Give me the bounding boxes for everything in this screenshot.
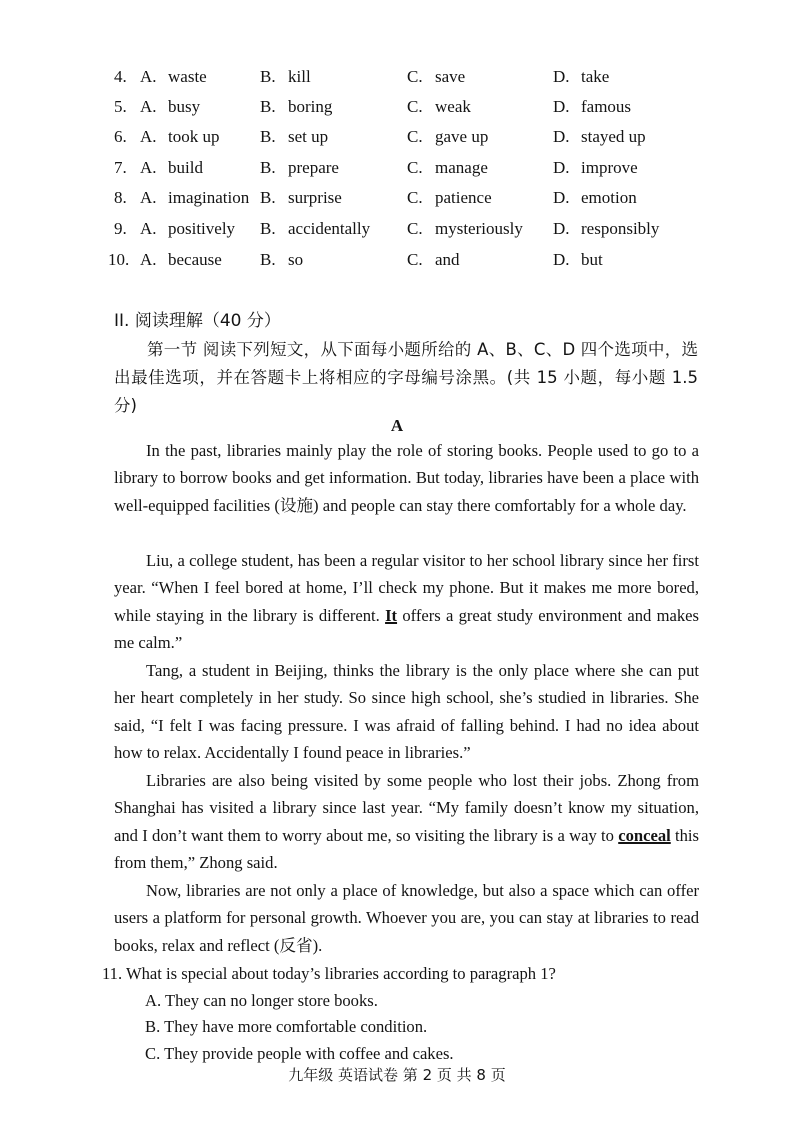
question-number: 7. xyxy=(114,158,127,177)
option-c: C. and xyxy=(407,250,460,269)
paragraph-3: Tang, a student in Beijing, thinks the library is the only place where she can put her heart completely in her study. So since high school, she’s studied in libraries. She said, “I felt I was facing pressure. I was afraid of falling behind. I had no idea about how to relax. Accidentally I found peace in libraries.” xyxy=(114,661,699,763)
option-row xyxy=(0,247,794,273)
question-stem: 11. What is special about today’s libraries according to paragraph 1? xyxy=(102,964,556,983)
option-row xyxy=(0,185,794,211)
paragraph-1: In the past, libraries mainly play the role of storing books. People used to go to a library to borrow books and get information. But today, libraries have been a place with well-equipped facilities (设施) and people can stay there comfortably for a whole day. xyxy=(114,441,699,515)
option-c: C. save xyxy=(407,67,466,86)
option-c: C. patience xyxy=(407,188,492,207)
question-number: 6. xyxy=(114,127,127,146)
page-footer: 九年级 英语试卷 第 2 页 共 8 页 xyxy=(288,1066,506,1084)
passage-label: A xyxy=(390,416,404,435)
paragraph-4: Libraries are also being visited by some people who lost their jobs. Zhong from Shanghai has visited a library since last year. “My family doesn’t know my situation, and I don’t want them to worry about me, so visiting the library is a way to conceal this from them,” Zhong said. xyxy=(114,771,700,873)
option-a: A. build xyxy=(140,158,203,177)
option-c: C. weak xyxy=(407,97,471,116)
question-number: 10. xyxy=(108,250,130,269)
option-c: C. mysteriously xyxy=(407,219,523,238)
answer-option-c: C. They provide people with coffee and cakes. xyxy=(145,1044,454,1063)
option-b: B. so xyxy=(260,250,304,269)
answer-option-b: B. They have more comfortable condition. xyxy=(145,1017,428,1036)
option-b: B. set up xyxy=(260,127,329,146)
option-row xyxy=(0,155,794,181)
option-a: A. imagination xyxy=(140,188,250,207)
question-number: 9. xyxy=(114,219,127,238)
option-row xyxy=(0,64,794,90)
option-d: D. responsibly xyxy=(553,219,660,238)
option-d: D. emotion xyxy=(553,188,637,207)
option-b: B. kill xyxy=(260,67,311,86)
option-b: B. accidentally xyxy=(260,219,371,238)
question-number: 8. xyxy=(114,188,127,207)
option-a: A. took up xyxy=(140,127,220,146)
question-number: 5. xyxy=(114,97,127,116)
section-instruction: 第一节 阅读下列短文，从下面每小题所给的 A、B、C、D 四个选项中，选出最佳选项，并在答题卡上将相应的字母编号涂黑。(共 15 小题，每小题 1.5 分) xyxy=(114,340,698,415)
option-c: C. manage xyxy=(407,158,488,177)
section-title: II. 阅读理解（40 分） xyxy=(114,311,281,331)
option-d: D. take xyxy=(553,67,610,86)
underlined-word: conceal xyxy=(618,825,671,845)
option-c: C. gave up xyxy=(407,127,489,146)
option-d: D. famous xyxy=(553,97,632,116)
option-b: B. surprise xyxy=(260,188,342,207)
answer-option-a: A. They can no longer store books. xyxy=(145,991,378,1010)
paragraph-5: Now, libraries are not only a place of knowledge, but also a space which can offer users a platform for personal growth. Whoever you are, you can stay at libraries to read books, relax and reflect (反省). xyxy=(114,881,699,955)
option-d: D. improve xyxy=(553,158,638,177)
question-number: 4. xyxy=(114,67,127,86)
option-row xyxy=(0,94,794,120)
option-row xyxy=(0,124,794,150)
underlined-word: It xyxy=(385,605,398,625)
option-b: B. boring xyxy=(260,97,333,116)
option-a: A. waste xyxy=(140,67,207,86)
option-a: A. positively xyxy=(140,219,236,238)
option-d: D. but xyxy=(553,250,603,269)
option-b: B. prepare xyxy=(260,158,339,177)
option-row xyxy=(0,216,794,242)
option-a: A. busy xyxy=(140,97,201,116)
option-d: D. stayed up xyxy=(553,127,646,146)
paragraph-2: Liu, a college student, has been a regular visitor to her school library since her first year. “When I feel bored at home, I’ll check my phone. But it makes me more bored, while staying in the library is different. It offers a great study environment and makes me calm.” xyxy=(114,551,699,653)
option-a: A. because xyxy=(140,250,222,269)
